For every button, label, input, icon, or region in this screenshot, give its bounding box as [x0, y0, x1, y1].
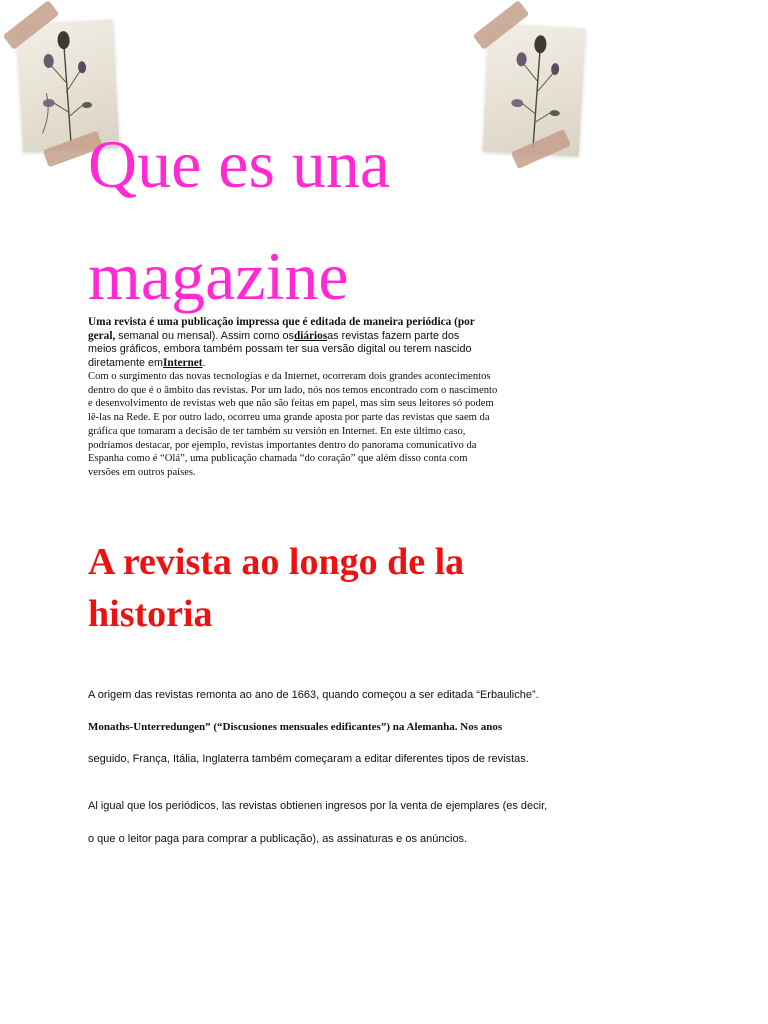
intro-text-c: .	[202, 356, 206, 369]
history-line: seguido, França, Itália, Inglaterra também começaram a editar diferentes tipos de revistas.	[88, 753, 529, 765]
intro-text-a: semanal ou mensal). Assim como os	[118, 329, 294, 342]
history-line: Monaths-Unterredungen” (“Discusiones mensuales edificantes”) na Alemanha. Nos anos	[88, 721, 503, 733]
intro-text-b: as revistas fazem parte dos meios gráficos, embora também possam ter sua versão digital ou terem nascido diretamente em	[88, 329, 472, 369]
history-line: A origem das revistas remonta ao ano de 1663, quando começou a ser editada “Erbauliche”.	[88, 689, 539, 701]
diarios-link[interactable]: diários	[293, 329, 328, 342]
history-line: Al igual que los periódicos, las revistas obtienen ingresos por la venta de ejemplares (es decir,	[88, 800, 548, 812]
history-line: o que o leitor paga para comprar a publicação), as assinaturas e os anúncios.	[88, 833, 468, 845]
intro-paragraph	[88, 316, 488, 370]
intro-bold-text: Uma revista é uma publicação impressa que é editada de maneira periódica (por geral,	[88, 316, 475, 342]
technology-paragraph: Com o surgimento das novas tecnologias e da Internet, ocorreram dois grandes acontecimentos dentro do que é o âmbito das revistas. Por um lado, nós nos temos encontrado com o nascimento e desenvolvimento de revistas web que não são feitas em papel, mas sim seus leitores só podem lê-las na Rede. E por outro lado, ocorreu uma grande aposta por parte das revistas que saem da gráfica que tomaram a decisão de ter também su versión en Internet. En este último caso, podríamos destacar, por ejemplo, revistas importantes dentro do panorama comunicativo da Espanha como é “Olá”, uma publicação chamada “do coração” que além disso conta com versões em outros países.	[88, 371, 498, 478]
section-heading: A revista ao longo de la historia	[88, 541, 465, 635]
internet-link[interactable]: Internet	[163, 356, 203, 369]
page-title: Que es una magazine	[88, 126, 391, 314]
